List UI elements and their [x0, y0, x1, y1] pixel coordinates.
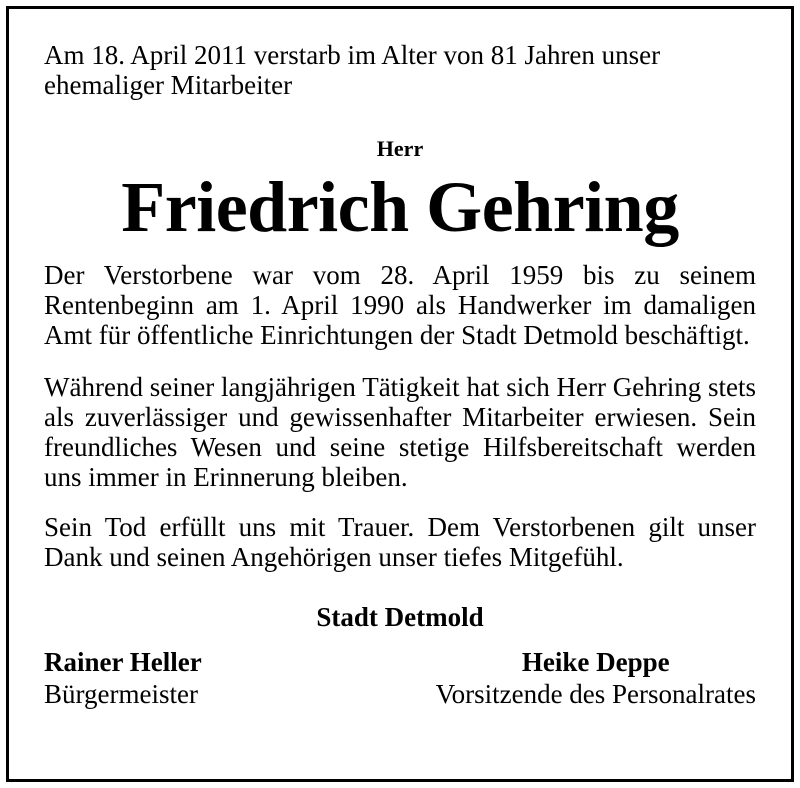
condolence-paragraph: Sein Tod erfüllt uns mit Trauer. Dem Verstorbenen gilt unser Dank und seinen Angehörigen unser tiefes Mitgefühl. [44, 512, 756, 572]
employment-paragraph: Der Verstorbene war vom 28. April 1959 bis zu seinem Rentenbeginn am 1. April 1990 als Handwerker im damaligen Amt für öffentliche Einrichtungen der Stadt Detmold beschäftigt. [44, 260, 756, 350]
obituary-notice [44, 40, 756, 710]
intro-text [44, 40, 756, 100]
signer-council-chair [436, 646, 756, 710]
deceased-name: Friedrich Gehring [121, 167, 679, 247]
signer-name: Heike Deppe [521, 647, 670, 677]
signer-role: Vorsitzende des Personalrates [435, 679, 756, 709]
salutation: Herr [376, 136, 424, 161]
intro-line-1: Am 18. April 2011 verstarb im Alter von 81 Jahren unser [44, 40, 661, 70]
organization-name: Stadt Detmold [316, 602, 484, 632]
intro-line-2: ehemaliger Mitarbeiter [44, 70, 293, 100]
signer-name: Rainer Heller [44, 647, 202, 677]
tribute-paragraph: Während seiner langjährigen Tätigkeit hat sich Herr Gehring stets als zuverlässiger und gewissenhafter Mitarbeiter erwiesen. Sein freundliches Wesen und seine stetige Hilfsbereitschaft werden uns immer in Erinnerung bleiben. [44, 372, 756, 492]
signer-mayor [44, 646, 202, 710]
signer-role: Bürgermeister [44, 679, 198, 709]
signers-row [44, 646, 756, 710]
